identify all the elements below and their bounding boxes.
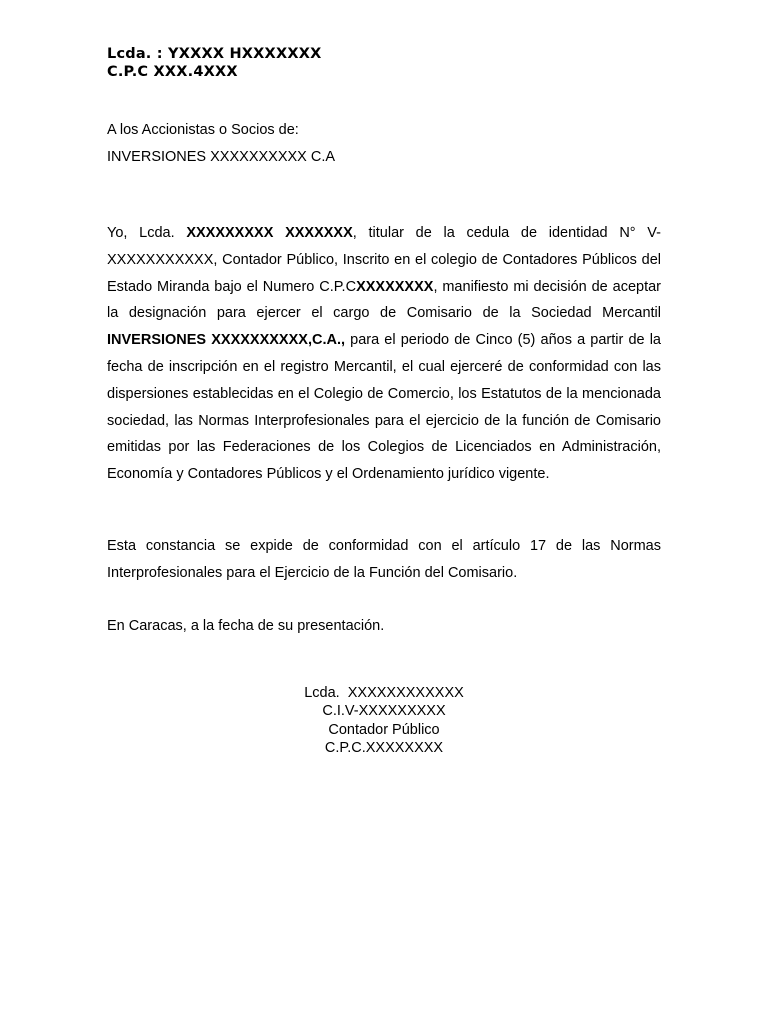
signature-id: C.I.V-XXXXXXXXX [322, 703, 446, 720]
paragraph-text: Yo, Lcda. [107, 225, 187, 241]
signature-name: Lcda. XXXXXXXXXXXX [304, 685, 464, 701]
paragraph-text: para el periodo de Cinco (5) años a partir de la fecha de inscripción en el registro Mercantil, el cual ejerceré de conformidad con las dispersiones establecidas en el Colegio de Comercio, los Estatutos de la mencionada sociedad, las Normas Interprofesionales para el ejercicio de la función de Comisario emitidas por las Federaciones de los Colegios de Licenciados en Administración, Economía y Contadores Públicos y el Ordenamiento jurídico vigente. [107, 332, 661, 483]
paragraph-bold-cpc: XXXXXXXX [356, 278, 434, 295]
addressee-salutation: A los Accionistas o Socios de: [107, 122, 299, 138]
paragraph-text: , titular de la cedula de identidad N° V-XXXXXXXXXXX, Contador Público, Inscrito en el colegio de Contadores Públicos del Estado Miranda bajo el Numero C.P.C [107, 225, 662, 295]
addressee-block [107, 117, 335, 171]
paragraph-bold-company: INVERSIONES XXXXXXXXXX,C.A., [107, 332, 346, 349]
closing-line: En Caracas, a la fecha de su presentación. [107, 618, 385, 634]
body-paragraph-1 [107, 220, 661, 488]
header-cpc: C.P.C XXX.4XXX [107, 64, 238, 80]
addressee-company: INVERSIONES XXXXXXXXXX C.A [107, 149, 336, 165]
letter-header [107, 45, 321, 81]
paragraph-text: , manifiesto mi decisión de aceptar la designación para ejercer el cargo de Comisario de la Sociedad Mercantil [107, 278, 661, 322]
header-name: Lcda. : YXXXX HXXXXXXX [107, 46, 322, 62]
signature-title: Contador Público [328, 721, 440, 738]
signature-block [184, 684, 584, 757]
body-paragraph-2: Esta constancia se expide de conformidad con el artículo 17 de las Normas Interprofesionales para el Ejercicio de la Función del Comisario. [107, 538, 661, 581]
paragraph-bold-name: XXXXXXXXX XXXXXXX [186, 225, 353, 241]
signature-cpc: C.P.C.XXXXXXXX [324, 739, 444, 756]
